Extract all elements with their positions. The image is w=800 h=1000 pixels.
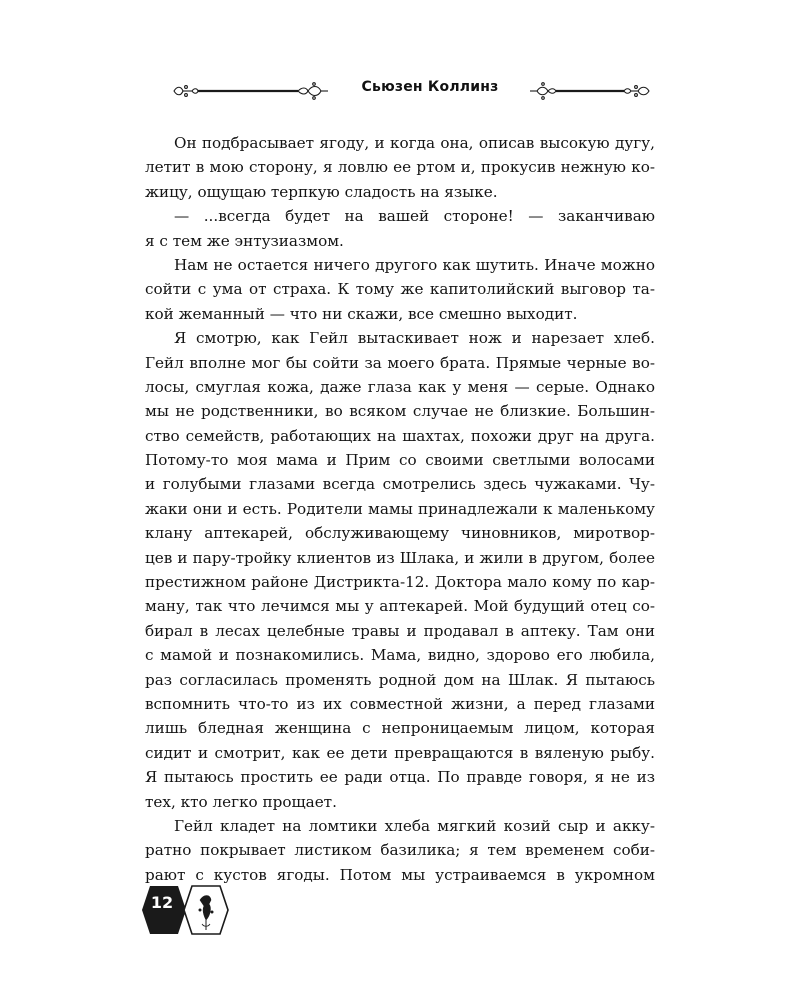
text-line: Гейл кладет на ломтики хлеба мягкий козий сыр и акку- bbox=[174, 816, 655, 835]
text-line: жаки они и есть. Родители мамы принадлежали к маленькому bbox=[145, 499, 655, 518]
text-line: раз согласилась променять родной дом на Шлак. Я пытаюсь bbox=[145, 670, 655, 689]
text-line: бирал в лесах целебные травы и продавал в аптеку. Там они bbox=[145, 621, 655, 640]
running-header-author: Сьюзен Коллинз bbox=[361, 79, 499, 95]
text-line: кой жеманный — что ни скажи, все смешно выходит. bbox=[145, 304, 578, 323]
text-line: Нам не остается ничего другого как шутить. Иначе можно bbox=[174, 255, 655, 274]
text-line: Я смотрю, как Гейл вытаскивает нож и нарезает хлеб. bbox=[174, 329, 655, 348]
text-line: тех, кто легко прощает. bbox=[145, 792, 337, 811]
text-line: ство семейств, работающих на шахтах, похожи друг на друга. bbox=[145, 426, 655, 445]
text-line: цев и пару-тройку клиентов из Шлака, и жили в другом, более bbox=[145, 548, 655, 567]
text-line: Он подбрасывает ягоду, и когда она, описав высокую дугу, bbox=[174, 134, 655, 152]
text-line: Гейл вполне мог бы сойти за моего брата. Прямые черные во- bbox=[145, 353, 655, 372]
text-line: с мамой и познакомились. Мама, видно, здорово его любила, bbox=[145, 646, 655, 665]
text-line: лосы, смуглая кожа, даже глаза как у меня — серые. Однако bbox=[145, 377, 655, 396]
text-line: летит в мою сторону, я ловлю ее ртом и, прокусив нежную ко- bbox=[145, 158, 655, 177]
text-line: Я пытаюсь простить ее ради отца. По правде говоря, я не из bbox=[145, 768, 655, 787]
text-line: рают с кустов ягоды. Потом мы устраиваемся в укромном bbox=[145, 865, 655, 884]
text-line: — ...всегда будет на вашей стороне! — заканчиваю bbox=[174, 207, 655, 226]
text-line: я с тем же энтузиазмом. bbox=[145, 231, 344, 250]
text-line: лишь бледная женщина с непроницаемым лицом, которая bbox=[145, 719, 655, 738]
text-line: сидит и смотрит, как ее дети превращаются в вяленую рыбу. bbox=[145, 743, 655, 762]
text-line: сойти с ума от страха. К тому же капитолийский выговор та- bbox=[145, 280, 655, 299]
text-line: мы не родственники, во всяком случае не близкие. Большин- bbox=[145, 402, 655, 421]
text-line: клану аптекарей, обслуживающему чиновников, миротвор- bbox=[145, 524, 655, 543]
text-line: Потому-то моя мама и Прим со своими светлыми волосами bbox=[145, 451, 655, 470]
text-line: престижном районе Дистрикта-12. Доктора мало кому по кар- bbox=[145, 573, 655, 592]
text-line: жицу, ощущаю терпкую сладость на языке. bbox=[145, 182, 498, 201]
text-line: ратно покрывает листиком базилика; я тем временем соби- bbox=[145, 841, 655, 860]
ornament-left-icon bbox=[172, 80, 330, 102]
ornament-right-icon bbox=[528, 80, 652, 102]
running-header bbox=[0, 72, 800, 108]
text-line: и голубыми глазами всегда смотрелись здесь чужаками. Чу- bbox=[145, 475, 655, 494]
chapter-body-text bbox=[145, 131, 655, 887]
text-line: ману, так что лечимся мы у аптекарей. Мой будущий отец со- bbox=[145, 597, 655, 616]
page-number: 12 bbox=[150, 893, 174, 912]
text-line: вспомнить что-то из их совместной жизни, а перед глазами bbox=[145, 694, 655, 713]
